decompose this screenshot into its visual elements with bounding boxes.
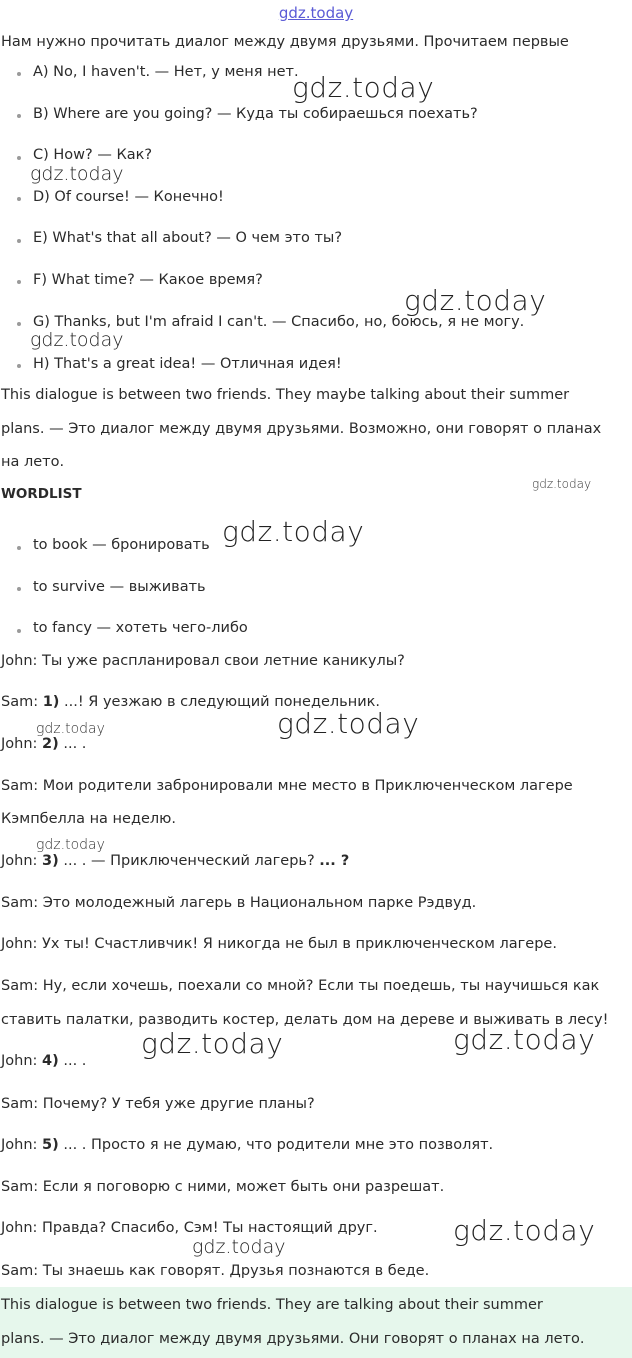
watermark: gdz.today [36,837,105,853]
watermark: gdz.today [532,477,592,491]
summary-line: на лето. [1,454,65,470]
dialogue-line: John: Ты уже распланировал свои летние каникулы? [1,653,405,669]
watermark: gdz.today [30,163,124,185]
bullet [17,156,21,160]
bullet [17,114,21,118]
dialogue-line [1,852,349,870]
summary-line: plans. — Это диалог между двумя друзьями. Возможно, они говорят о планах [1,421,602,437]
dialogue-line: John: Правда? Спасибо, Сэм! Ты настоящий друг. [1,1220,378,1236]
blank-number: 5) [42,1137,59,1153]
intro-text: Нам нужно прочитать диалог между двумя друзьями. Прочитаем первые [1,34,569,50]
wordlist-item: to fancy — хотеть чего-либо [33,620,248,636]
bullet [17,197,21,201]
list-item: D) Of course! — Конечно! [33,189,224,205]
answer-line: plans. — Это диалог между двумя друзьями. Они говорят о планах на лето. [1,1331,585,1347]
bullet [17,322,21,326]
dialogue-line: Sam: Почему? У тебя уже другие планы? [1,1096,315,1112]
site-logo[interactable]: gdz.today [278,4,354,22]
list-item: H) That's a great idea! — Отличная идея! [33,356,342,372]
dialogue-line [1,1136,493,1154]
wordlist-item: to book — бронировать [33,537,210,553]
speaker: John: [1,1137,43,1153]
watermark: gdz.today [453,1214,596,1247]
watermark: gdz.today [404,284,547,317]
dialogue-line: Sam: Если я поговорю с ними, может быть они разрешат. [1,1179,445,1195]
bullet [17,587,21,591]
dialogue-line: John: Ух ты! Счастливчик! Я никогда не был в приключенческом лагере. [1,936,557,952]
wordlist-item: to survive — выживать [33,579,206,595]
dialogue-line: Sam: Мои родители забронировали мне место в Приключенческом лагере [1,778,573,794]
dialogue-line: Sam: Ну, если хочешь, поехали со мной? Если ты поедешь, ты научишься как [1,978,600,994]
bullet [17,364,21,368]
dialogue-line: ставить палатки, разводить костер, делать дом на дереве и выживать в лесу! [1,1012,609,1028]
blank-number: 2) [42,736,59,752]
bullet [17,629,21,633]
watermark: gdz.today [36,721,105,737]
dialogue-text: ... . — Приключенческий лагерь? [58,853,320,869]
speaker: Sam: [1,694,43,710]
answer-block [0,1287,632,1358]
speaker: John: [1,853,43,869]
list-item: A) No, I haven't. — Нет, у меня нет. [33,64,299,80]
blank-number: 4) [42,1053,59,1069]
dialogue-text: ... . Просто я не думаю, что родители мне это позволят. [58,1137,494,1153]
dialogue-line [1,735,86,753]
speaker: John: [1,736,43,752]
summary-line: This dialogue is between two friends. They maybe talking about their summer [1,387,570,403]
list-item: B) Where are you going? — Куда ты собираешься поехать? [33,106,478,122]
dialogue-text: ... . [58,1053,87,1069]
watermark: gdz.today [30,329,124,351]
dialogue-line: Sam: Ты знаешь как говорят. Друзья познаются в беде. [1,1263,430,1279]
dialogue-line: Sam: Это молодежный лагерь в Национальном парке Рэдвуд. [1,895,477,911]
watermark: gdz.today [277,707,420,740]
watermark: gdz.today [192,1236,286,1258]
list-item: G) Thanks, but I'm afraid I can't. — Спасибо, но, боюсь, я не могу. [33,314,525,330]
speaker: John: [1,1053,43,1069]
list-item: C) How? — Как? [33,147,153,163]
bullet [17,546,21,550]
answer-line: This dialogue is between two friends. They are talking about their summer [1,1297,543,1313]
watermark: gdz.today [292,71,435,104]
bullet [17,72,21,76]
dialogue-text: ...! Я уезжаю в следующий понедельник. [59,694,380,710]
blank-question: ... ? [319,853,350,869]
dialogue-text: ... . [58,736,87,752]
dialogue-line [1,1052,86,1070]
watermark: gdz.today [453,1023,596,1056]
list-item: E) What's that all about? — О чем это ты? [33,230,343,246]
bullet [17,280,21,284]
blank-number: 3) [42,853,59,869]
blank-number: 1) [42,694,60,710]
watermark: gdz.today [141,1027,284,1060]
bullet [17,239,21,243]
list-item: F) What time? — Какое время? [33,272,263,288]
watermark: gdz.today [222,515,365,548]
dialogue-line: Кэмпбелла на неделю. [1,811,176,827]
wordlist-heading: WORDLIST [1,486,82,502]
